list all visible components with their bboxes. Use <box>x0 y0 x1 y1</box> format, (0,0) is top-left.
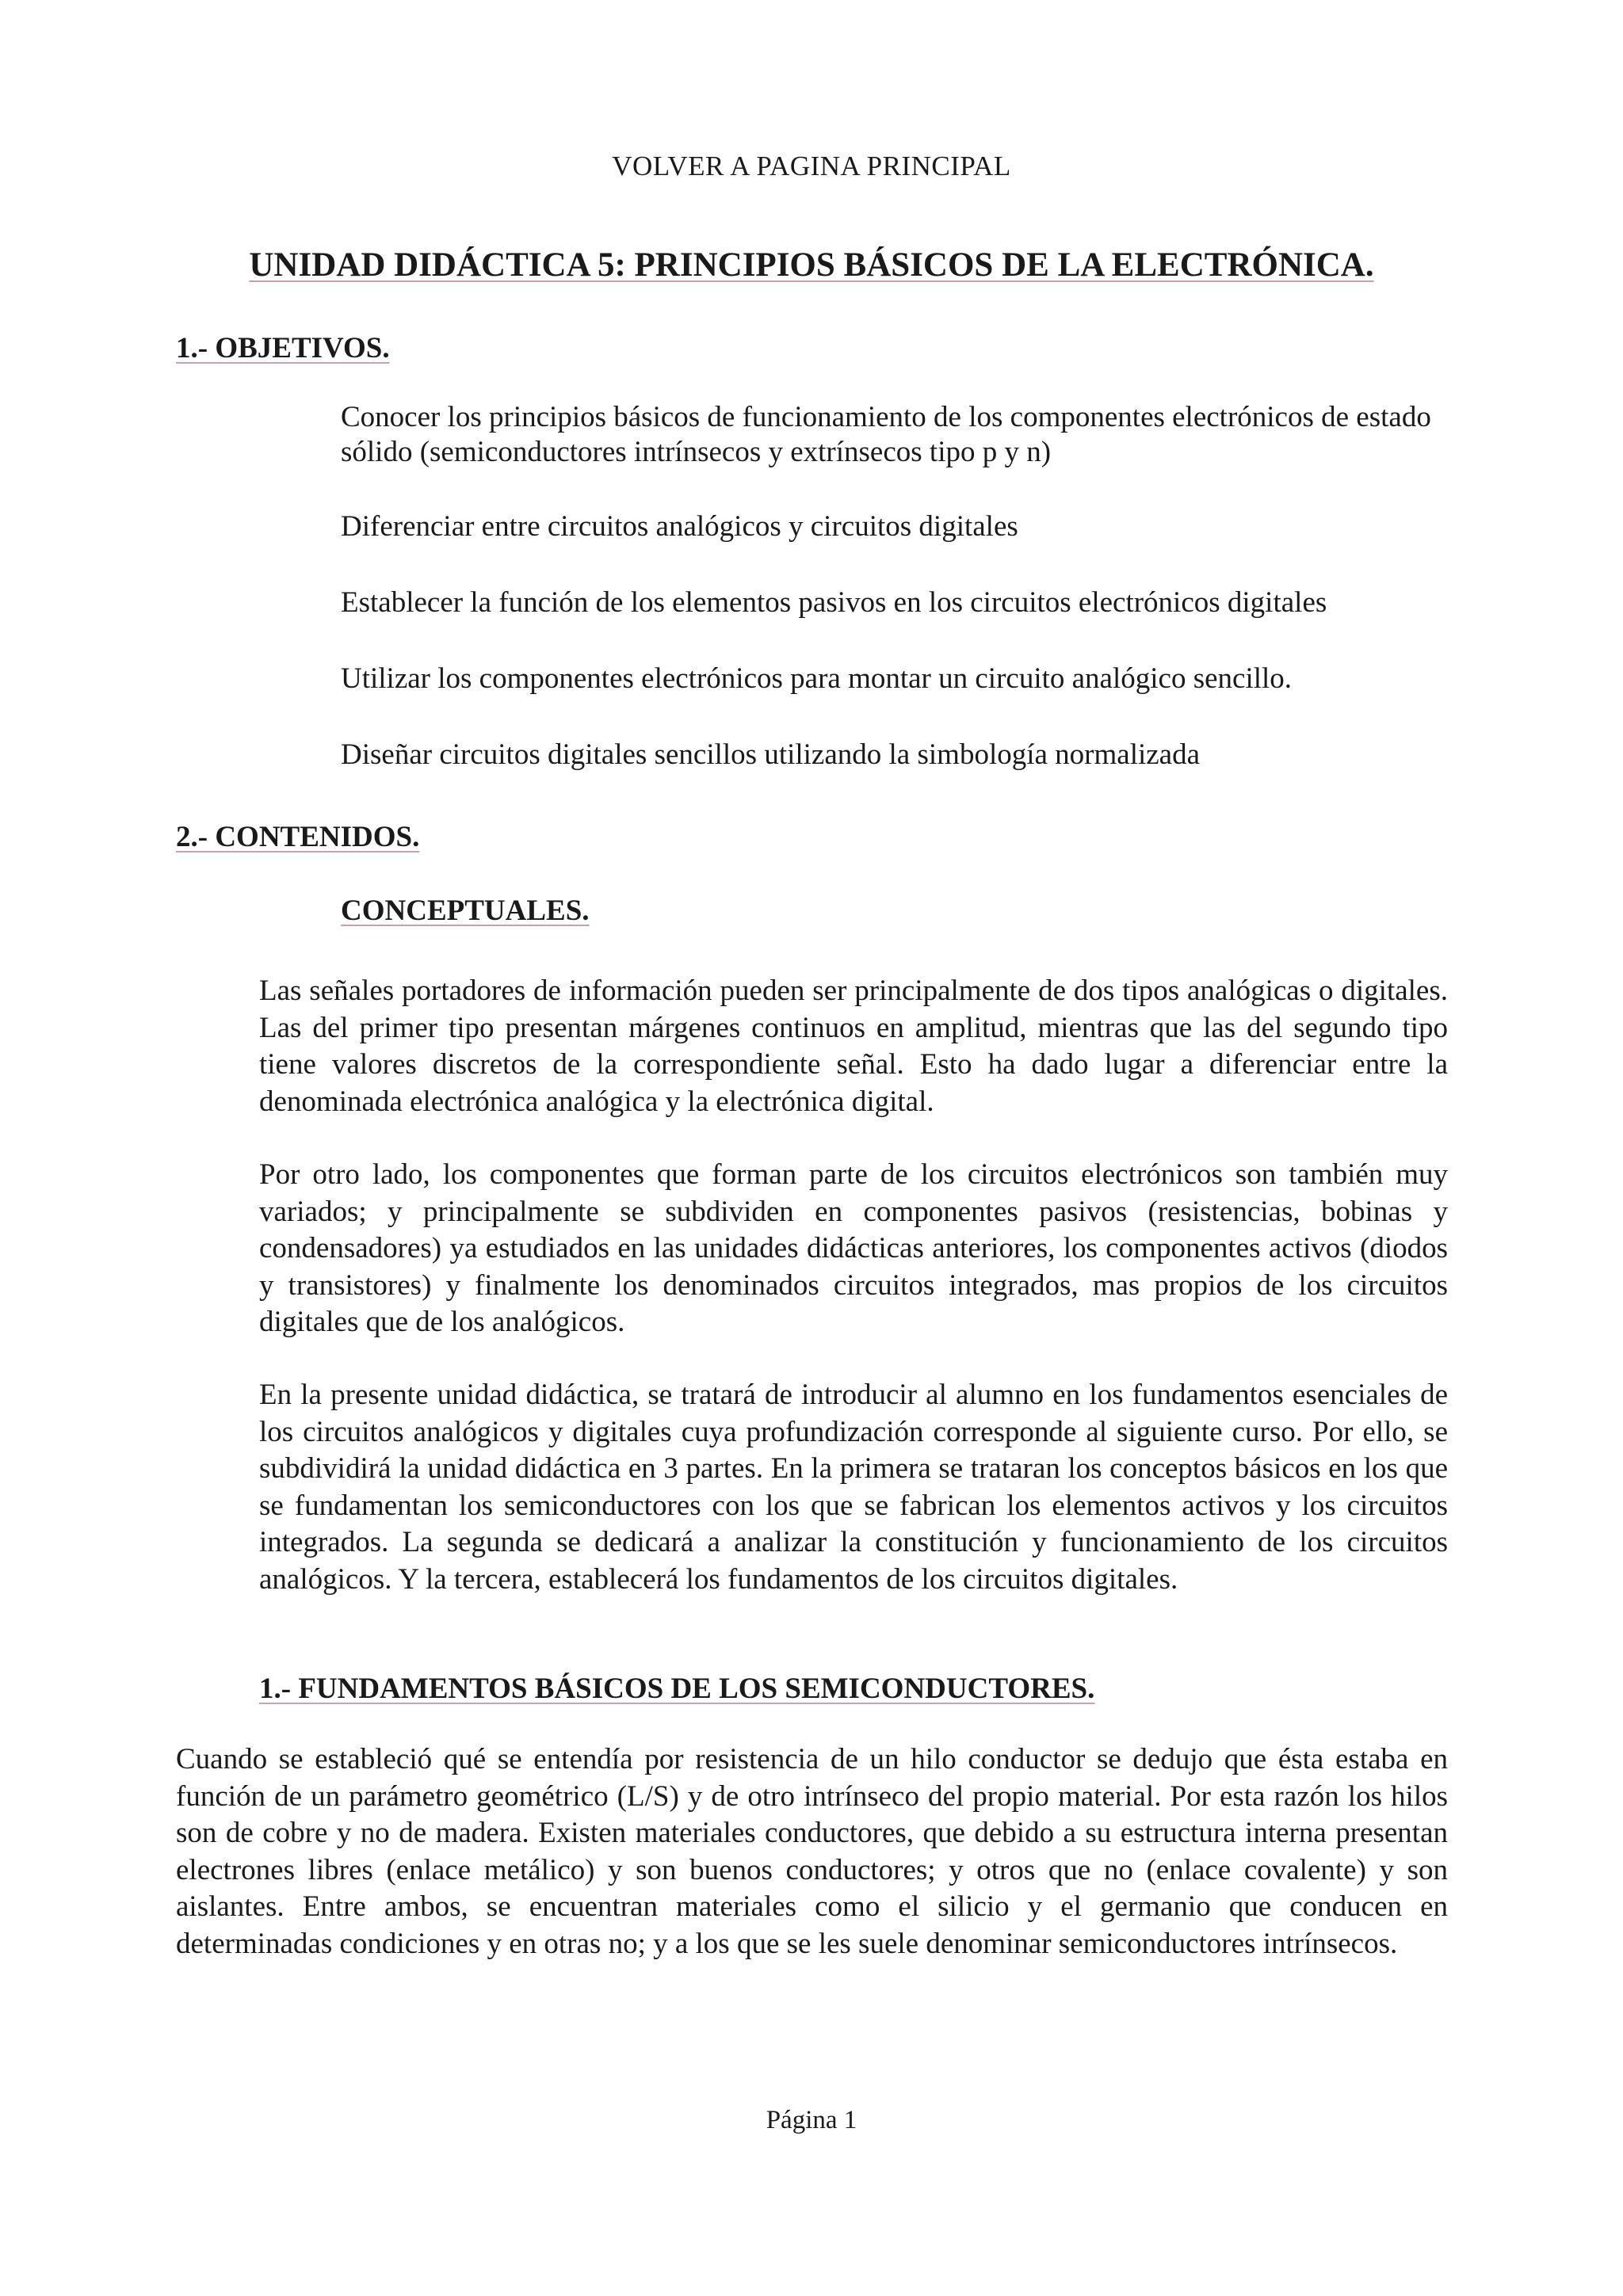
page-title <box>0 246 1623 284</box>
objective-item: Conocer los principios básicos de funcionamiento de los componentes electrónicos de estado sólido (semiconductores intrínsecos y extrínsecos tipo p y n) <box>341 401 1431 468</box>
fundamentos-heading-text: 1.- FUNDAMENTOS BÁSICOS DE LOS SEMICONDUCTORES. <box>259 1672 1095 1705</box>
objetivos-heading-text: 1.- OBJETIVOS. <box>176 332 390 364</box>
objectives-list <box>341 400 1450 814</box>
contenidos-heading-text: 2.- CONTENIDOS. <box>176 821 420 853</box>
conceptuales-heading-text: CONCEPTUALES. <box>341 894 590 927</box>
paragraph-components: Por otro lado, los componentes que forman parte de los circuitos electrónicos son también muy variados; y principalmente se subdividen en componentes pasivos (resistencias, bobinas y condensadores) ya estudiados en las unidades didácticas anteriores, los componentes activos (diodos y transistores) y finalmente los denominados circuitos integrados, mas propios de los circuitos digitales que de los analógicos. <box>259 1158 1448 1338</box>
contenidos-heading <box>176 820 419 854</box>
page-title-text: UNIDAD DIDÁCTICA 5: PRINCIPIOS BÁSICOS DE LA ELECTRÓNICA. <box>249 246 1374 284</box>
objective-item: Diferenciar entre circuitos analógicos y circuitos digitales <box>341 510 1018 543</box>
paragraph-unit-overview: En la presente unidad didáctica, se tratará de introducir al alumno en los fundamentos esenciales de los circuitos analógicos y digitales cuya profundización corresponde al siguiente curso. Por ello, se subdividirá la unidad didáctica en 3 partes. En la primera se trataran los conceptos básicos en los que se fundamentan los semiconductores con los que se fabrican los elementos activos y los circuitos integrados. La segunda se dedicará a analizar la constitución y funcionamiento de los circuitos analógicos. Y la tercera, establecerá los fundamentos de los circuitos digitales. <box>259 1379 1448 1596</box>
conceptuales-heading <box>341 894 590 928</box>
objective-item: Utilizar los componentes electrónicos para montar un circuito analógico sencillo. <box>341 662 1293 695</box>
paragraph-semiconductors: Cuando se estableció qué se entendía por resistencia de un hilo conductor se dedujo que ésta estaba en función de un parámetro geométrico (L/S) y de otro intrínseco del propio material. Por esta razón los hilos son de cobre y no de madera. Existen materiales conductores, que debido a su estructura interna presentan electrones libres (enlace metálico) y son buenos conductores; y otros que no (enlace covalente) y son aislantes. Entre ambos, se encuentran materiales como el silicio y el germanio que conducen en determinadas condiciones y en otras no; y a los que se les suele denominar semiconductores intrínsecos. <box>176 1743 1448 1960</box>
objective-item: Establecer la función de los elementos pasivos en los circuitos electrónicos digitales <box>341 586 1327 619</box>
back-to-main-page-link[interactable]: VOLVER A PAGINA PRINCIPAL <box>612 151 1011 181</box>
objective-item: Diseñar circuitos digitales sencillos utilizando la simbología normalizada <box>341 738 1201 771</box>
objetivos-heading <box>176 331 390 365</box>
fundamentos-heading <box>259 1672 1094 1706</box>
page-number: Página 1 <box>766 2106 857 2134</box>
paragraph-signals: Las señales portadores de información pueden ser principalmente de dos tipos analógicas o digitales. Las del primer tipo presentan márgenes continuos en amplitud, mientras que las del segundo tipo tiene valores discretos de la correspondiente señal. Esto ha dado lugar a diferenciar entre la denominada electrónica analógica y la electrónica digital. <box>259 974 1448 1118</box>
